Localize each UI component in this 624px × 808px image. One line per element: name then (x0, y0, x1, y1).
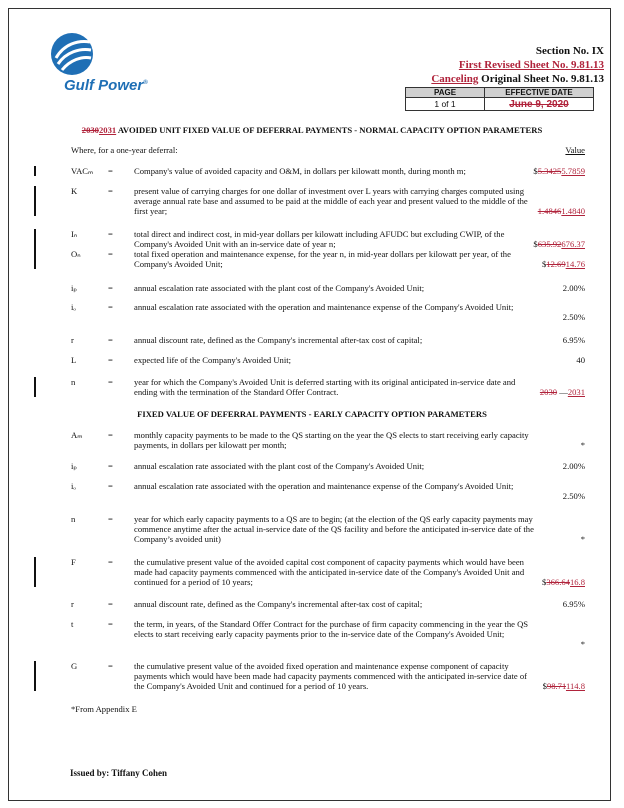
parameter-row (0, 186, 624, 216)
value-prefix: $ (533, 166, 538, 176)
old-value: 2030 (539, 387, 558, 397)
canceling-line: Canceling Original Sheet No. 9.81.13 (431, 73, 604, 85)
parameter-row (0, 302, 624, 322)
parameter-description: annual discount rate, defined as the Company's incremental after-tax cost of capital; (134, 335, 423, 345)
parameter-row (0, 249, 624, 269)
new-value: 2031 (567, 387, 585, 397)
parameter-value (533, 239, 585, 249)
parameter-symbol: Oₙ (71, 249, 81, 259)
parameter-value: 6.95% (562, 335, 585, 345)
revision-bar (34, 229, 36, 249)
value-prefix: $ (542, 259, 547, 269)
equals-sign: = (108, 661, 113, 671)
parameter-symbol: n (71, 514, 76, 524)
new-value: 14.76 (565, 259, 585, 269)
equals-sign: = (108, 461, 113, 471)
old-value: 1.4846 (537, 206, 562, 216)
parameter-description: year for which early capacity payments to a QS are to begin; (at the election of the QS early capacity payments may commence anytime after the actual in-service date of the QS facility and before the anticipated in-service date of the Company’s avoided unit) (134, 514, 534, 544)
parameter-symbol: VACₘ (71, 166, 94, 176)
parameter-row (0, 283, 624, 293)
effective-date-label: EFFECTIVE DATE (485, 88, 594, 98)
parameter-symbol: K (71, 186, 78, 196)
parameter-description: annual escalation rate associated with the plant cost of the Company's Avoided Unit; (134, 461, 425, 471)
equals-sign: = (108, 557, 113, 567)
equals-sign: = (108, 186, 113, 196)
parameter-value: * (580, 440, 585, 450)
parameter-value (542, 259, 585, 269)
new-value: 676.37 (561, 239, 585, 249)
revision-bar (34, 557, 36, 587)
revised-sheet: First Revised Sheet No. 9.81.13 (458, 59, 604, 71)
equals-sign: = (108, 514, 113, 524)
page-effective-table (405, 87, 594, 111)
issued-by: Issued by: Tiffany Cohen (70, 768, 167, 778)
parameter-symbol: iₚ (71, 283, 78, 293)
new-value: 1.4840 (561, 206, 585, 216)
equals-sign: = (108, 249, 113, 259)
parameter-row (0, 619, 624, 649)
equals-sign: = (108, 481, 113, 491)
parameter-description: the cumulative present value of the avoided capital cost component of capacity payments which would have been made had capacity payments commenced with the anticipated in-service date of the Company's Avoided Unit and continued for a period of 10 years; (134, 557, 525, 587)
revision-bar (34, 661, 36, 691)
old-value: 635.92 (537, 239, 562, 249)
parameter-row (0, 481, 624, 501)
parameter-value: 2.50% (562, 312, 585, 322)
parameter-description: present value of carrying charges for one dollar of investment over L years with carrying charges computed using average annual rate base and assumed to be paid at the middle of each year and present valued to the middle of the first year; (134, 186, 528, 216)
page-label: PAGE (406, 88, 485, 98)
parameter-description: the cumulative present value of the avoided fixed operation and maintenance expense component of capacity payments which would have been made had capacity payments commenced with the anticipated in-service date of the Company's Avoided Unit and continued for a period of 10 years. (134, 661, 528, 691)
parameter-value: 2.50% (562, 491, 585, 501)
parameter-row (0, 461, 624, 471)
section-number: Section No. IX (535, 45, 604, 57)
parameter-symbol: iₒ (71, 481, 76, 491)
equals-sign: = (108, 430, 113, 440)
parameter-symbol: t (71, 619, 74, 629)
value-prefix: $ (542, 681, 547, 691)
parameter-value: 2030 —2031 (539, 387, 585, 397)
effective-date-value: June 9, 2020 (485, 98, 594, 111)
parameter-value: * (580, 639, 585, 649)
equals-sign: = (108, 229, 113, 239)
parameter-row (0, 557, 624, 587)
new-value: 16.8 (569, 577, 585, 587)
parameter-value: * (580, 534, 585, 544)
parameter-description: year for which the Company's Avoided Unit is deferred starting with its original anticipated in-service date and ending with the termination of the Standard Offer Contract. (134, 377, 516, 397)
old-value: 366.64 (546, 577, 570, 587)
revision-bar (34, 249, 36, 269)
parameter-symbol: Iₙ (71, 229, 78, 239)
revision-bar (34, 186, 36, 216)
parameter-symbol: G (71, 661, 78, 671)
parameter-description: total direct and indirect cost, in mid-year dollars per kilowatt including AFUDC but excluding CWIP, of the Company's Avoided Unit with an in-service date of year n; (134, 229, 505, 249)
parameter-description: expected life of the Company's Avoided Unit; (134, 355, 291, 365)
equals-sign: = (108, 335, 113, 345)
parameter-row (0, 514, 624, 544)
parameter-symbol: r (71, 599, 74, 609)
value-prefix: $ (542, 577, 547, 587)
parameter-description: annual discount rate, defined as the Company's incremental after-tax cost of capital; (134, 599, 423, 609)
parameter-value (543, 681, 585, 691)
equals-sign: = (108, 619, 113, 629)
page-value: 1 of 1 (406, 98, 485, 111)
footnote: *From Appendix E (71, 704, 137, 714)
equals-sign: = (108, 166, 113, 176)
old-value: 98.71 (546, 681, 566, 691)
parameter-row (0, 377, 624, 397)
parameter-value (542, 577, 585, 587)
parameter-description: total fixed operation and maintenance expense, for the year n, in mid-year dollars per kilowatt per year, of the Company's Avoided Unit; (134, 249, 511, 269)
parameter-value (538, 206, 585, 216)
parameter-row (0, 335, 624, 345)
parameter-row (0, 166, 624, 176)
equals-sign: = (108, 377, 113, 387)
old-value: 12.69 (546, 259, 566, 269)
parameter-description: annual escalation rate associated with the operation and maintenance expense of the Company's Avoided Unit; (134, 481, 514, 491)
equals-sign: = (108, 283, 113, 293)
new-value: 114.8 (565, 681, 585, 691)
revision-bar (34, 166, 36, 176)
parameter-value: 6.95% (562, 599, 585, 609)
parameter-description: the term, in years, of the Standard Offer Contract for the purchase of firm capacity commencing in the year the QS elects to start receiving early capacity payments prior to the in-service date of the Company's Avoided Unit; (134, 619, 529, 639)
parameter-value (533, 166, 585, 176)
parameter-symbol: r (71, 335, 74, 345)
parameter-symbol: L (71, 355, 77, 365)
old-value: 5.3425 (537, 166, 562, 176)
parameter-value: 2.00% (562, 461, 585, 471)
normal-option-title: 20302031 AVOIDED UNIT FIXED VALUE OF DEFERRAL PAYMENTS - NORMAL CAPACITY OPTION PARAMETERS (81, 125, 543, 135)
parameter-description: Company's value of avoided capacity and O&M, in dollars per kilowatt month, during month m; (134, 166, 466, 176)
parameter-description: monthly capacity payments to be made to the QS starting on the year the QS elects to start receiving early capacity payments, in dollars per kilowatt per month; (134, 430, 529, 450)
equals-sign: = (108, 599, 113, 609)
parameter-symbol: iₒ (71, 302, 76, 312)
equals-sign: = (108, 302, 113, 312)
value-header: Value (565, 145, 585, 155)
parameter-row (0, 661, 624, 691)
equals-sign: = (108, 355, 113, 365)
parameter-description: annual escalation rate associated with the plant cost of the Company's Avoided Unit; (134, 283, 425, 293)
deferral-intro: Where, for a one-year deferral: (71, 145, 178, 155)
parameter-row (0, 355, 624, 365)
gulf-power-logo-icon (50, 32, 94, 76)
parameter-symbol: F (71, 557, 76, 567)
parameter-description: annual escalation rate associated with the operation and maintenance expense of the Company's Avoided Unit; (134, 302, 514, 312)
parameter-row (0, 599, 624, 609)
brand-name: Gulf Power® (64, 77, 148, 94)
new-value: 5.7859 (561, 166, 585, 176)
parameter-value: 40 (576, 355, 585, 365)
value-prefix: $ (533, 239, 538, 249)
early-option-title: FIXED VALUE OF DEFERRAL PAYMENTS - EARLY CAPACITY OPTION PARAMETERS (137, 409, 487, 419)
parameter-value: 2.00% (562, 283, 585, 293)
parameter-row (0, 430, 624, 450)
revision-bar (34, 377, 36, 397)
parameter-symbol: iₚ (71, 461, 78, 471)
parameter-row (0, 229, 624, 249)
parameter-symbol: n (71, 377, 76, 387)
parameter-symbol: Aₘ (71, 430, 83, 440)
